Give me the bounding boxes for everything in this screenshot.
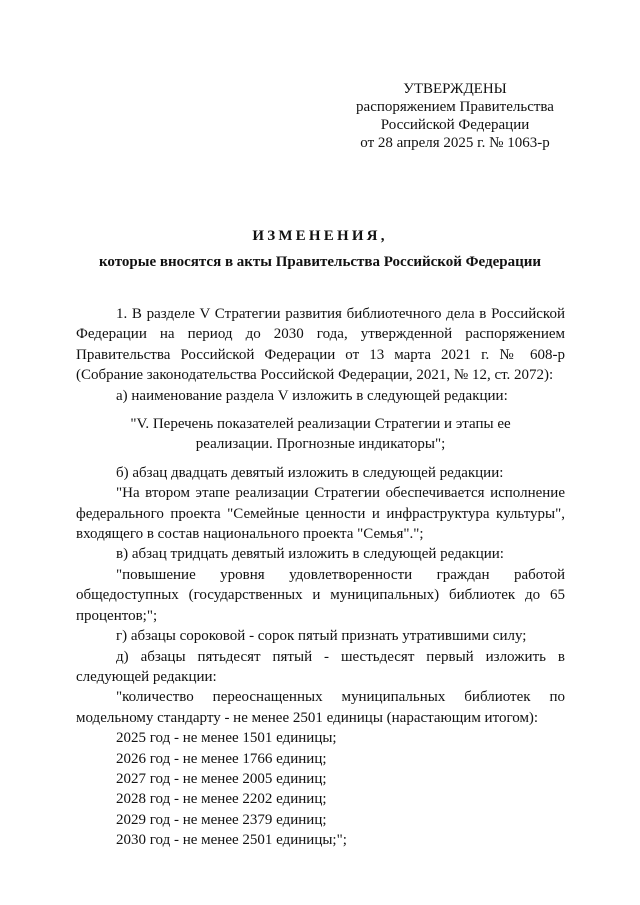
- year-line-2030: 2030 год - не менее 2501 единицы;";: [116, 832, 347, 849]
- paragraph-7: "повышение уровня удовлетворенности граждан работой общедоступных (государственных и муниципальных) библиотек до 65 процентов;";: [76, 566, 565, 624]
- document-body: [76, 304, 565, 851]
- paragraph-2: а) наименование раздела V изложить в следующей редакции:: [116, 387, 508, 404]
- approval-line-approved: УТВЕРЖДЕНЫ: [403, 81, 507, 97]
- year-line-2025: 2025 год - не менее 1501 единицы;: [116, 730, 337, 747]
- approval-line-decree: распоряжением Правительства: [356, 99, 554, 115]
- paragraph-6: в) абзац тридцать девятый изложить в следующей редакции:: [116, 546, 504, 563]
- year-line-2026: 2026 год - не менее 1766 единиц;: [116, 750, 327, 767]
- paragraph-3-quote: "V. Перечень показателей реализации Стратегии и этапы ее реализации. Прогнозные индикаторы";: [130, 416, 511, 453]
- paragraph-9: д) абзацы пятьдесят пятый - шестьдесят первый изложить в следующей редакции:: [76, 648, 565, 685]
- approval-line-date: от 28 апреля 2025 г. № 1063-р: [360, 135, 550, 151]
- paragraph-8: г) абзацы сороковой - сорок пятый признать утратившими силу;: [116, 628, 527, 645]
- paragraph-10: "количество переоснащенных муниципальных библиотек по модельному стандарту - не менее 2501 единицы (нарастающим итогом):: [76, 689, 565, 726]
- approval-stamp: [330, 80, 580, 152]
- paragraph-4: б) абзац двадцать девятый изложить в следующей редакции:: [116, 464, 504, 481]
- paragraph-1: 1. В разделе V Стратегии развития библиотечного дела в Российской Федерации на период до 2030 года, утвержденной распоряжением Правительства Российской Федерации от 13 марта 2021 г. № 608-р (Собрание законодательства Российской Федерации, 2021, № 12, ст. 2072):: [76, 306, 565, 384]
- year-line-2028: 2028 год - не менее 2202 единиц;: [116, 791, 327, 808]
- year-line-2029: 2029 год - не менее 2379 единиц;: [116, 811, 327, 828]
- document-subtitle: которые вносятся в акты Правительства Российской Федерации: [98, 254, 542, 270]
- paragraph-5: "На втором этапе реализации Стратегии обеспечивается исполнение федерального проекта "Семейные ценности и инфраструктура культуры", входящего в состав национального проекта "Семья".";: [76, 485, 565, 543]
- approval-line-federation: Российской Федерации: [380, 117, 530, 133]
- document-title: ИЗМЕНЕНИЯ,: [252, 228, 388, 244]
- year-line-2027: 2027 год - не менее 2005 единиц;: [116, 770, 327, 787]
